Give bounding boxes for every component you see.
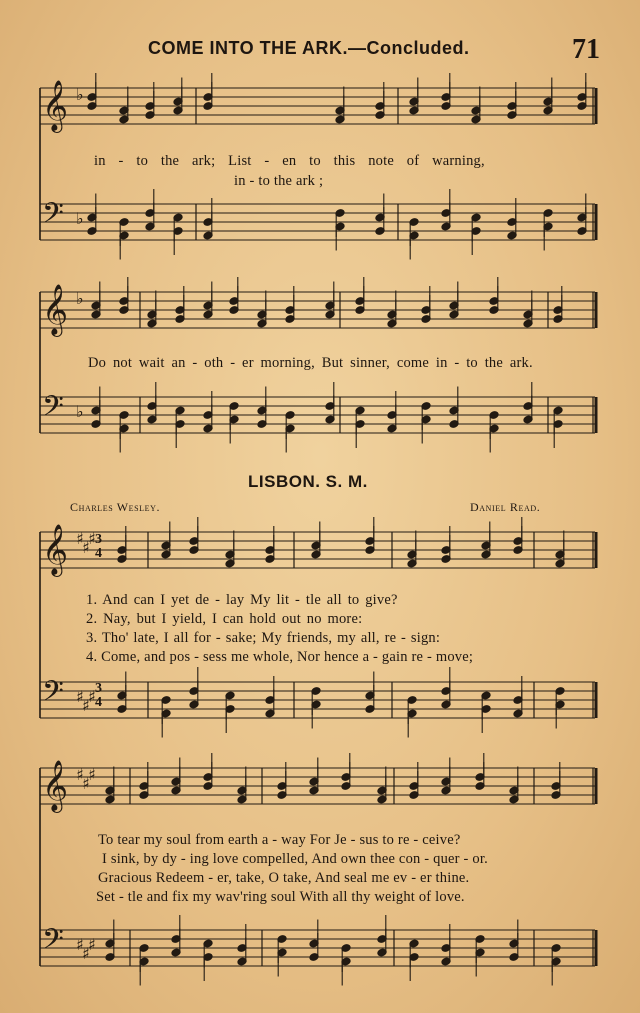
hymn2-verse-bottom-3: Gracious Redeem - er, take, O take, And seal me ev - er thine. bbox=[98, 870, 470, 886]
svg-text:𝄢: 𝄢 bbox=[42, 923, 64, 963]
svg-text:♭: ♭ bbox=[76, 209, 84, 228]
hymn2-verse-bottom-2: I sink, by dy - ing love compelled, And own thee con - quer - or. bbox=[102, 851, 488, 867]
svg-text:♭: ♭ bbox=[76, 289, 84, 308]
hymn2-verse-top-4: 4. Come, and pos - sess me whole, Nor hence a - gain re - move; bbox=[86, 649, 474, 665]
hymn1-lyrics-line1: in - to the ark; List - en to this note of warning, bbox=[94, 153, 485, 169]
time-signature-bottom-1: 4 bbox=[95, 546, 102, 561]
svg-text:♭: ♭ bbox=[76, 85, 84, 104]
svg-text:♯: ♯ bbox=[88, 765, 96, 784]
page-number: 71 bbox=[572, 34, 600, 65]
hymn1-lyrics-line1-alt: in - to the ark ; bbox=[234, 173, 324, 189]
svg-text:♯: ♯ bbox=[82, 696, 90, 715]
svg-text:♯: ♯ bbox=[88, 935, 96, 954]
svg-text:♯: ♯ bbox=[76, 529, 84, 548]
hymn1-lyrics-line2: Do not wait an - oth - er morning, But sinner, come in - to the ark. bbox=[88, 355, 533, 371]
hymn2-verse-top-2: 2. Nay, but I yield, I can hold out no more: bbox=[86, 611, 363, 627]
svg-text:𝄞: 𝄞 bbox=[42, 760, 69, 811]
svg-text:♯: ♯ bbox=[82, 538, 90, 557]
svg-text:♭: ♭ bbox=[76, 402, 84, 421]
svg-text:♯: ♯ bbox=[76, 935, 84, 954]
svg-text:𝄢: 𝄢 bbox=[42, 197, 64, 237]
hymn2-verse-bottom-1: To tear my soul from earth a - way For Je - sus to re - ceive? bbox=[98, 832, 461, 848]
svg-text:𝄞: 𝄞 bbox=[42, 524, 69, 575]
svg-text:♯: ♯ bbox=[82, 944, 90, 963]
hymn2-author-left: Charles Wesley. bbox=[70, 500, 161, 514]
svg-text:𝄞: 𝄞 bbox=[42, 284, 69, 335]
svg-text:♯: ♯ bbox=[76, 687, 84, 706]
hymn2-title: LISBON. S. M. bbox=[248, 472, 368, 491]
svg-text:♯: ♯ bbox=[88, 687, 96, 706]
hymn2-verse-bottom-4: Set - tle and fix my wav'ring soul With all thy weight of love. bbox=[96, 889, 465, 905]
svg-text:♯: ♯ bbox=[82, 774, 90, 793]
svg-text:𝄢: 𝄢 bbox=[42, 390, 64, 430]
time-signature-top-1: 3 bbox=[95, 532, 102, 547]
page-header-title: COME INTO THE ARK.—Concluded. bbox=[148, 38, 470, 58]
svg-text:♯: ♯ bbox=[76, 765, 84, 784]
hymn2-verse-top-3: 3. Tho' late, I all for - sake; My friends, my all, re - sign: bbox=[86, 630, 441, 646]
hymn2-verse-top-1: 1. And can I yet de - lay My lit - tle all to give? bbox=[86, 592, 398, 608]
svg-text:𝄞: 𝄞 bbox=[42, 80, 69, 131]
time-signature-bottom-2: 4 bbox=[95, 695, 102, 710]
svg-text:𝄢: 𝄢 bbox=[42, 675, 64, 715]
time-signature-top-2: 3 bbox=[95, 681, 102, 696]
hymn2-author-right: Daniel Read. bbox=[470, 500, 541, 514]
svg-text:♯: ♯ bbox=[88, 529, 96, 548]
